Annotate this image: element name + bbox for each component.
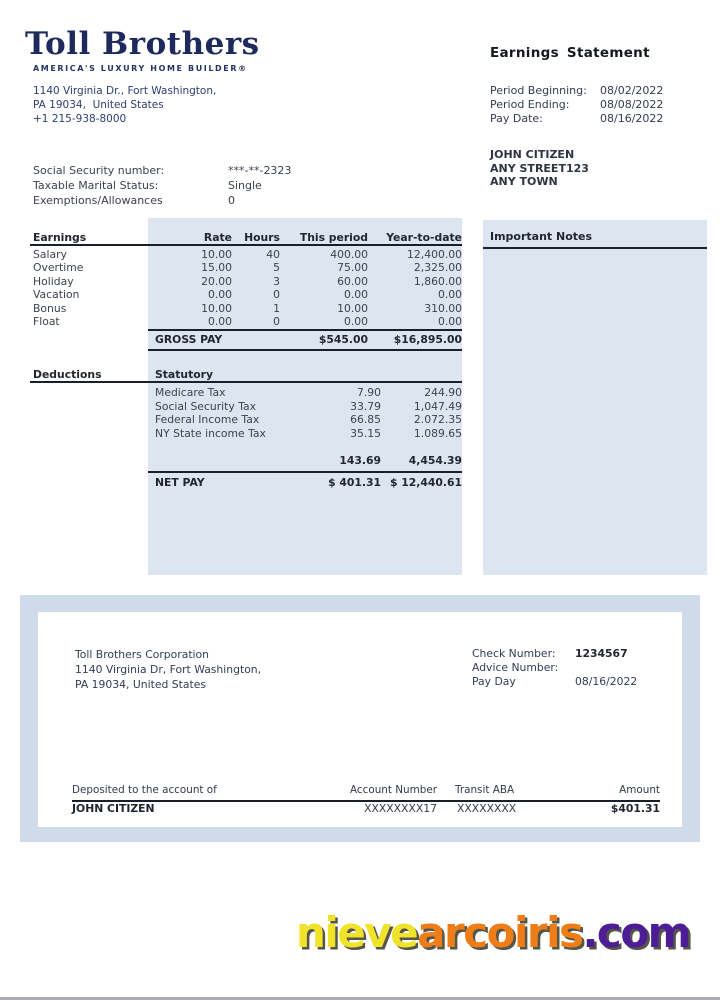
- earnings-header-row: [30, 231, 462, 246]
- important-notes-title: Important Notes: [483, 230, 707, 249]
- deduction-period: 66.85: [350, 413, 381, 427]
- totals-spacer: [148, 454, 288, 468]
- earning-hours: 3: [273, 274, 280, 288]
- earnings-deductions-table: [30, 231, 462, 492]
- employee-name: JOHN CITIZEN: [490, 148, 575, 161]
- earning-period: 10.00: [337, 301, 368, 315]
- earning-name: Holiday: [33, 274, 74, 288]
- pay-day-value: 08/16/2022: [575, 675, 638, 689]
- deposit-detail-row: [72, 802, 660, 815]
- deductions-header-row: [30, 368, 462, 383]
- earnings-section-label: Earnings: [33, 231, 87, 244]
- table-row: [30, 302, 462, 315]
- company-phone: +1 215-938-8000: [33, 113, 127, 125]
- table-row: [148, 427, 462, 441]
- deduction-ytd: 2.072.35: [413, 413, 462, 427]
- table-row: [148, 413, 462, 427]
- earning-rate: 20.00: [201, 274, 232, 288]
- deduction-ytd: 244.90: [424, 386, 462, 400]
- this-period-header: This period: [299, 231, 368, 244]
- gross-pay-block: [148, 329, 462, 351]
- net-pay-label: NET PAY: [155, 475, 205, 489]
- deduction-period: 33.79: [350, 399, 381, 413]
- gross-pay-label: GROSS PAY: [155, 333, 223, 347]
- table-row: [30, 315, 462, 328]
- earning-hours: 0: [273, 288, 280, 302]
- pay-date-value: 08/16/2022: [600, 112, 664, 125]
- company-logo: Toll Brothers: [25, 26, 260, 62]
- deduction-ytd: 1.089.65: [413, 426, 462, 440]
- net-pay-period: $ 401.31: [328, 475, 381, 489]
- table-row: [148, 400, 462, 414]
- watermark-part2: arcoiris: [417, 908, 583, 957]
- hours-header: Hours: [244, 231, 280, 244]
- company-address-line2: PA 19034, United States: [33, 99, 164, 111]
- deposit-amount: $401.31: [610, 802, 660, 815]
- earning-name: Salary: [33, 248, 67, 261]
- earning-rate: 10.00: [201, 301, 232, 315]
- deductions-total-period: 143.69: [339, 454, 381, 468]
- employee-address-block: [490, 148, 589, 189]
- gross-pay-period: $545.00: [318, 333, 368, 347]
- company-address-line1: 1140 Virginia Dr., Fort Washington,: [33, 85, 217, 97]
- statutory-block: [148, 386, 462, 468]
- exemptions-label: Exemptions/Allowances: [33, 194, 163, 207]
- earning-hours: 1: [273, 301, 280, 315]
- deduction-name: NY State income Tax: [155, 426, 266, 440]
- marital-status-row: [33, 178, 291, 193]
- net-pay-block: [148, 471, 462, 492]
- employee-town: ANY TOWN: [490, 175, 558, 188]
- deduction-name: Social Security Tax: [155, 399, 257, 413]
- statement-title: Earnings Statement: [490, 45, 650, 61]
- period-ending-label: Period Ending:: [490, 98, 570, 111]
- employee-street: ANY STREET123: [490, 161, 589, 175]
- table-row: [30, 248, 462, 261]
- earning-period: 75.00: [337, 261, 368, 275]
- important-notes-panel: [483, 220, 707, 575]
- employee-info-block: [33, 163, 291, 208]
- site-watermark: [296, 908, 690, 957]
- earning-name: Vacation: [33, 288, 80, 302]
- account-number-header: Account Number: [350, 784, 437, 796]
- check-number-value: 1234567: [575, 647, 628, 660]
- exemptions-value: 0: [228, 194, 235, 207]
- earning-hours: 0: [273, 314, 280, 328]
- pay-date-label: Pay Date:: [490, 112, 543, 125]
- table-row: [30, 275, 462, 288]
- watermark-part1: nieve: [296, 908, 418, 957]
- pay-date-row: [490, 112, 663, 126]
- check-fields-block: [472, 647, 637, 690]
- pay-day-label: Pay Day: [472, 675, 516, 689]
- earning-ytd: 12,400.00: [407, 248, 462, 261]
- gross-pay-ytd: $16,895.00: [393, 333, 462, 347]
- earning-ytd: 0.00: [437, 288, 462, 302]
- deposit-header-row: [72, 784, 660, 802]
- table-row: [30, 261, 462, 274]
- earning-rate: 15.00: [201, 261, 232, 275]
- table-row: [148, 386, 462, 400]
- ssn-row: [33, 163, 291, 178]
- watermark-part3: .com: [582, 908, 690, 957]
- check-company-address1: 1140 Virginia Dr, Fort Washington,: [75, 663, 262, 676]
- advice-number-label: Advice Number:: [472, 661, 559, 675]
- deduction-name: Medicare Tax: [155, 386, 226, 400]
- deposit-account-number: XXXXXXXX17: [364, 802, 437, 815]
- check-company-block: [75, 647, 261, 692]
- ssn-label: Social Security number:: [33, 164, 165, 177]
- deposit-payee: JOHN CITIZEN: [72, 802, 155, 815]
- earning-hours: 40: [266, 248, 280, 261]
- check-company-name: Toll Brothers Corporation: [75, 648, 210, 661]
- net-pay-row: [148, 473, 462, 492]
- marital-status-value: Single: [228, 179, 262, 192]
- earning-period: 60.00: [337, 274, 368, 288]
- earning-rate: 0.00: [207, 314, 232, 328]
- earning-period: 400.00: [330, 248, 368, 261]
- company-address: [33, 84, 216, 126]
- earning-name: Float: [33, 314, 60, 328]
- transit-aba-header: Transit ABA: [455, 784, 515, 796]
- earning-name: Bonus: [33, 301, 67, 315]
- deduction-name: Federal Income Tax: [155, 413, 260, 427]
- earning-ytd: 0.00: [437, 314, 462, 328]
- period-beginning-value: 08/02/2022: [600, 84, 664, 97]
- company-tagline: AMERICA'S LUXURY HOME BUILDER®: [33, 64, 248, 73]
- deduction-period: 35.15: [350, 426, 381, 440]
- period-ending-row: [490, 98, 663, 112]
- statutory-group-label: Statutory: [155, 368, 214, 382]
- check-number-label: Check Number:: [472, 647, 556, 660]
- ssn-value: ***-**-2323: [228, 164, 292, 177]
- earning-period: 0.00: [343, 288, 368, 302]
- deductions-total-ytd: 4,454.39: [408, 454, 462, 468]
- net-pay-ytd: $ 12,440.61: [389, 475, 462, 489]
- earning-period: 0.00: [343, 314, 368, 328]
- earning-ytd: 310.00: [424, 301, 462, 315]
- check-company-address2: PA 19034, United States: [75, 678, 206, 691]
- pay-day-row: [472, 675, 637, 689]
- earning-ytd: 1,860.00: [413, 274, 462, 288]
- marital-status-label: Taxable Marital Status:: [33, 179, 159, 192]
- earning-ytd: 2,325.00: [413, 261, 462, 275]
- deposit-header-gap: [437, 784, 455, 796]
- period-beginning-label: Period Beginning:: [490, 84, 587, 97]
- rate-header: Rate: [203, 231, 232, 244]
- table-row: [30, 288, 462, 301]
- earning-hours: 5: [273, 261, 280, 275]
- period-ending-value: 08/08/2022: [600, 98, 664, 111]
- deposit-transit-aba: XXXXXXXX: [457, 802, 517, 815]
- gross-pay-row: [148, 331, 462, 349]
- deposited-to-label: Deposited to the account of: [72, 784, 217, 796]
- deduction-period: 7.90: [356, 386, 381, 400]
- earning-rate: 10.00: [201, 248, 232, 261]
- deductions-section-label: Deductions: [33, 368, 102, 382]
- year-to-date-header: Year-to-date: [386, 231, 462, 244]
- advice-number-row: [472, 661, 637, 675]
- deductions-totals-row: [148, 454, 462, 468]
- earning-name: Overtime: [33, 261, 84, 275]
- period-beginning-row: [490, 84, 663, 98]
- period-block: [490, 84, 663, 126]
- deposit-row-gap: [437, 802, 455, 815]
- earning-rate: 0.00: [207, 288, 232, 302]
- amount-header: Amount: [619, 784, 660, 796]
- exemptions-row: [33, 193, 291, 208]
- check-number-row: [472, 647, 637, 661]
- deduction-ytd: 1,047.49: [413, 399, 462, 413]
